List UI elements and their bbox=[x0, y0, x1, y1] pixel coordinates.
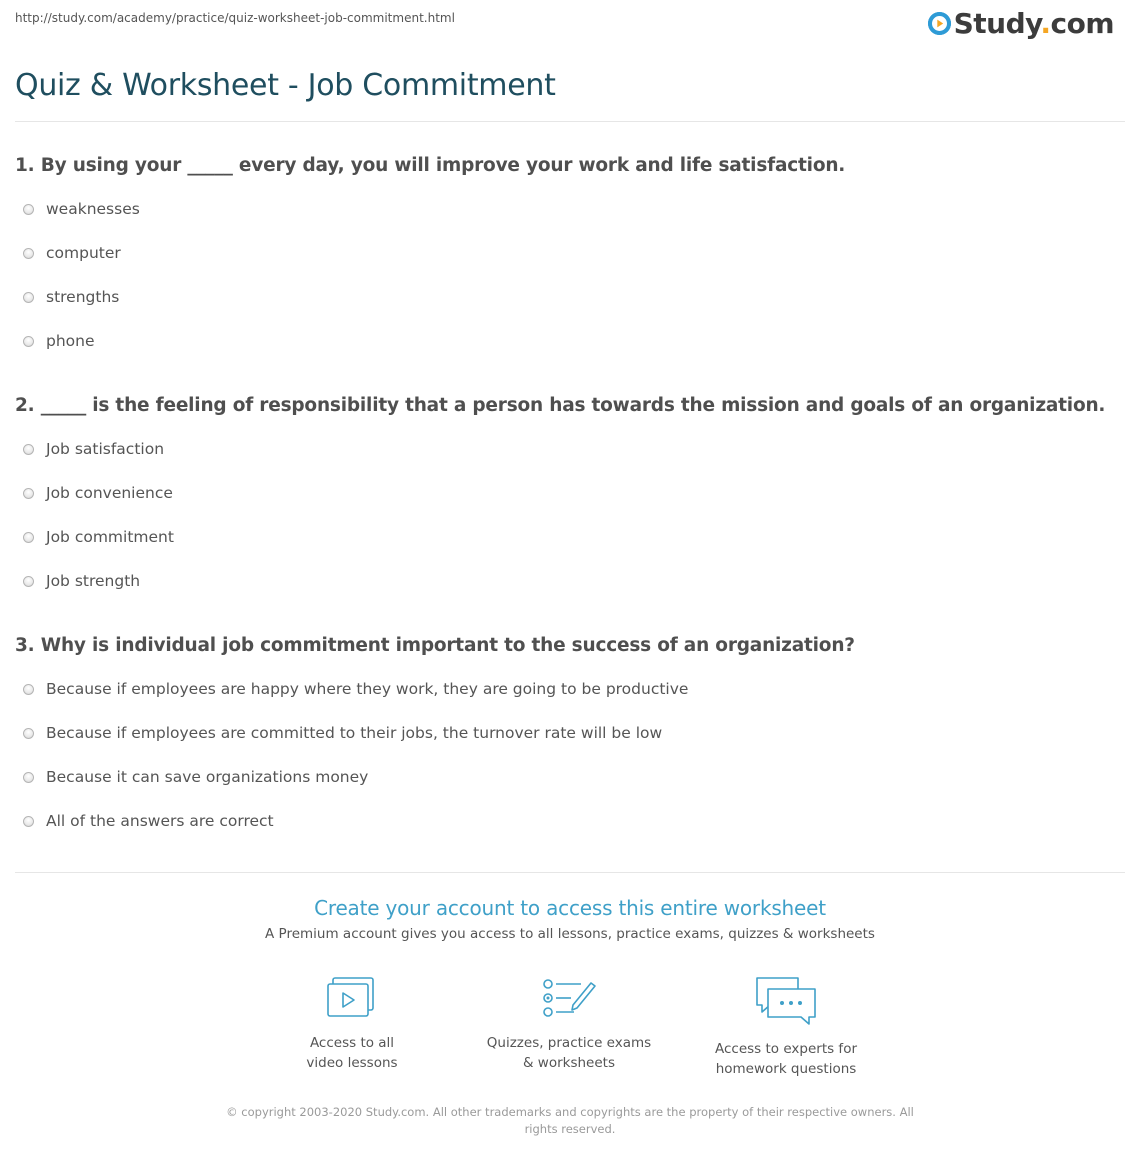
radio-button[interactable] bbox=[23, 248, 34, 259]
radio-button[interactable] bbox=[23, 772, 34, 783]
question-2-option[interactable] bbox=[23, 484, 173, 502]
radio-button[interactable] bbox=[23, 336, 34, 347]
radio-button[interactable] bbox=[23, 532, 34, 543]
chat-bubbles-icon bbox=[754, 975, 818, 1027]
logo-text-main: Study bbox=[953, 6, 1041, 40]
radio-button[interactable] bbox=[23, 488, 34, 499]
question-1-option[interactable] bbox=[23, 288, 119, 306]
option-label: strengths bbox=[46, 288, 120, 306]
option-label: Because it can save organizations money bbox=[46, 768, 369, 786]
question-3-option[interactable] bbox=[23, 812, 274, 830]
radio-button[interactable] bbox=[23, 292, 34, 303]
option-label: All of the answers are correct bbox=[46, 812, 274, 830]
option-label: Because if employees are committed to their jobs, the turnover rate will be low bbox=[46, 724, 663, 742]
logo-text-tld: com bbox=[1050, 6, 1114, 40]
divider bbox=[15, 121, 1125, 122]
option-label: computer bbox=[46, 244, 121, 262]
cta-subtitle: A Premium account gives you access to all lessons, practice exams, quizzes & worksheets bbox=[265, 926, 875, 942]
video-lessons-icon bbox=[325, 975, 379, 1021]
feature-label: Access to all video lessons bbox=[306, 1035, 398, 1071]
question-3-option[interactable] bbox=[23, 724, 662, 742]
quiz-checklist-icon bbox=[541, 975, 597, 1021]
logo-wordmark bbox=[954, 7, 1114, 40]
option-label: Job satisfaction bbox=[46, 440, 165, 458]
feature-label: Access to experts for homework questions bbox=[714, 1041, 857, 1077]
question-2-option[interactable] bbox=[23, 440, 164, 458]
play-logo-icon bbox=[928, 12, 951, 35]
question-3-option[interactable] bbox=[23, 768, 368, 786]
radio-button[interactable] bbox=[23, 444, 34, 455]
radio-button[interactable] bbox=[23, 204, 34, 215]
create-account-link[interactable]: Create your account to access this entire worksheet bbox=[314, 896, 826, 920]
radio-button[interactable] bbox=[23, 684, 34, 695]
feature-label: Quizzes, practice exams & worksheets bbox=[486, 1035, 652, 1071]
question-2-option[interactable] bbox=[23, 572, 140, 590]
logo-text-dot: . bbox=[1040, 6, 1051, 40]
question-1: 1. By using your _____ every day, you will improve your work and life satisfaction. bbox=[15, 155, 846, 176]
question-2-option[interactable] bbox=[23, 528, 174, 546]
feature-quizzes bbox=[469, 975, 669, 1073]
question-2: 2. _____ is the feeling of responsibility that a person has towards the mission and goals of an organization. bbox=[15, 395, 1106, 416]
divider bbox=[15, 872, 1125, 873]
feature-experts bbox=[686, 975, 886, 1079]
question-1-option[interactable] bbox=[23, 244, 121, 262]
question-1-option[interactable] bbox=[23, 332, 95, 350]
option-label: Job commitment bbox=[46, 528, 174, 546]
radio-button[interactable] bbox=[23, 728, 34, 739]
radio-button[interactable] bbox=[23, 576, 34, 587]
question-3-option[interactable] bbox=[23, 680, 688, 698]
option-label: Because if employees are happy where they work, they are going to be productive bbox=[46, 680, 689, 698]
page-title: Quiz & Worksheet - Job Commitment bbox=[15, 68, 556, 103]
page-url: http://study.com/academy/practice/quiz-worksheet-job-commitment.html bbox=[15, 11, 455, 25]
radio-button[interactable] bbox=[23, 816, 34, 827]
option-label: weaknesses bbox=[46, 200, 140, 218]
question-1-option[interactable] bbox=[23, 200, 140, 218]
study-logo[interactable] bbox=[928, 5, 1114, 41]
option-label: Job strength bbox=[46, 572, 141, 590]
option-label: Job convenience bbox=[46, 484, 173, 502]
feature-video-lessons bbox=[252, 975, 452, 1073]
copyright-footer: © copyright 2003-2020 Study.com. All other trademarks and copyrights are the property of their respective owners. All rights reserved. bbox=[226, 1105, 914, 1136]
question-3: 3. Why is individual job commitment important to the success of an organization? bbox=[15, 635, 855, 656]
option-label: phone bbox=[46, 332, 95, 350]
